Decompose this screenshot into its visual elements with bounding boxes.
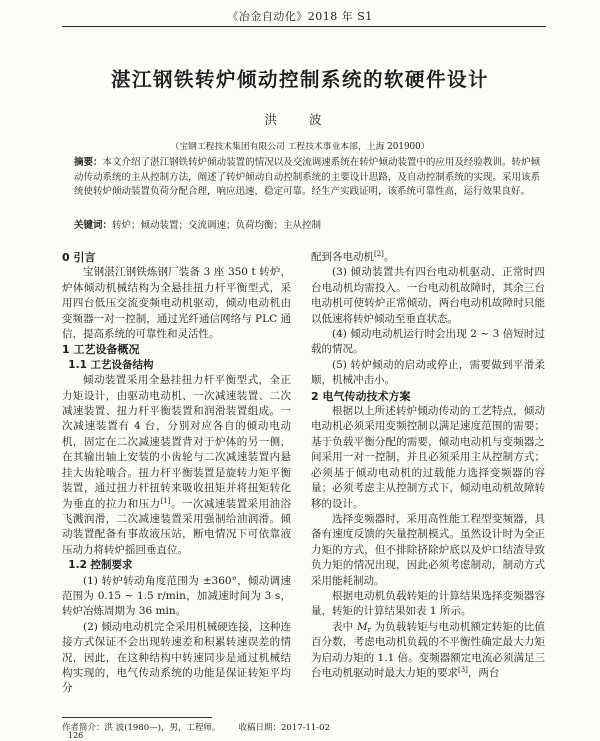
keywords [74,219,540,234]
citation-ref: [3] [458,665,468,674]
paragraph-text: 倾动装置采用全悬挂扭力杆平衡型式，全正力矩设计，由驱动电动机、一次减速装置、二次减速装置、扭力杆平衡装置和润滑装置组成。一次减速装置有 4 台，分别对应各自的倾动电动机，固定在二次减速装置背对于炉体的另一侧，在其输出轴上安装的小齿轮与二次减速装置内悬挂大齿轮啮合。扭力杆平衡装置是旋转力矩平衡装置，通过扭力杆扭转来吸收扭矩并将扭矩转化为垂直的拉力和压力 [62,374,291,510]
footnote-rule [62,717,212,718]
abstract-label: 摘要： [74,157,103,168]
citation-ref: [2] [374,250,384,258]
author-bio: 作者简介：洪 波(1980—)，男，工程师。 [62,723,221,733]
paragraph-text: 为负载转矩与电动机额定转矩的比值百分数，考虑电动机负载的不平衡性确定最大力矩为启动力矩的 1.1 倍。变频器额定电流必须满足三台电动机驱动时最大力矩的要求 [311,620,545,679]
journal-header: 《冶金自动化》2018 年 S1 [227,10,373,23]
section-heading-intro: 0 引言 [62,251,96,264]
section-heading-drive: 2 电气传动技术方案 [311,389,411,403]
paragraph-structure [62,373,291,558]
section-heading-process: 1 工艺设备概况 [62,343,140,357]
paragraph-continuation [311,250,545,265]
requirement-4: (4) 倾动电动机运行时会出现 2 ~ 3 倍短时过载的情况。 [311,328,545,356]
requirement-3: (3) 倾动装置共有四台电动机驱动，正常时四台电动机均需投入。一台电动机故障时，其余三台电动机可使转炉正常倾动，两台电动机故障时只能以低速将转炉倾动至垂直状态。 [311,266,545,325]
requirement-2: (2) 倾动电动机完全采用机械硬连接，这种连接方式保证不会出现转速差和积累转速误差的情况，因此，在这种结构中转速同步是通过机械结构实现的，电气传动系统的功能是保证转矩平均分 [62,620,291,695]
abstract-text: 本文介绍了湛江钢铁转炉倾动装置的情况以及交流调速系统在转炉倾动装置中的应用及经验教训。转炉倾动传动系统的主从控制方法，阐述了转炉倾动自动控制系统的主要设计思路，及自动控制系统的实现。采用该系统使转炉倾动装置负荷分配合理，响应迅速，稳定可靠。经生产实践证明，该系统可靠性高，运行效果良好。 [74,157,540,198]
subsection-heading-structure: 1.1 工艺设备结构 [68,358,154,371]
header-rule [62,26,546,27]
paper-title: 湛江钢铁转炉倾动控制系统的软硬件设计 [110,68,489,91]
page-number: 126 [68,731,84,740]
keywords-label: 关键词： [74,220,113,231]
paragraph-text: ，两台 [467,666,500,679]
paragraph-text: 。一次减速装置采用油浴飞溅润滑，二次减速装置采用强制给油润滑。倾动装置配备有事故液压站，断电情况下可依靠液压动力将转炉摇回垂直位。 [62,497,292,556]
right-column [311,250,545,681]
received-date: 收稿日期：2017-11-02 [238,723,330,733]
paragraph-text: 。 [383,251,395,263]
paragraph-drive-3: 根据电动机负载转矩的计算结果选择变频器容量，转矩的计算结果如表 1 所示。 [311,589,545,618]
paragraph-drive-2: 选择变频器时，采用高性能工程型变频器，具备有速度反馈的矢量控制模式。虽然设计时为全正力矩的方式，但不排除挤除炉底以及炉口结渣导致负力矩的情况出现，因此必须考虑制动，制动方式采用能耗制动。 [311,512,545,587]
paragraph-text: 配到各电动机 [311,251,374,263]
requirement-5: (5) 转炉倾动的启动或停止，需要做到平滑柔顺，机械冲击小。 [311,358,545,387]
footnote [62,721,542,733]
paragraph-text: 表中 [332,620,357,633]
paragraph-drive-4 [311,620,545,682]
keywords-text: 转炉；倾动装置；交流调速；负荷均衡；主从控制 [112,220,322,231]
citation-ref: [1] [160,496,171,505]
affiliation: （宝钢工程技术集团有限公司 工程技术事业本部，上海 201900） [170,142,430,152]
left-column [62,250,291,697]
requirement-1: (1) 转炉转动角度范围为 ±360°，倾动调速范围为 0.15 ~ 1.5 r/min，加减速时间为 3 s，转炉冶炼周期为 36 min。 [62,574,291,618]
torque-symbol: M [356,620,368,633]
abstract [74,156,540,200]
author-name: 洪 波 [264,112,336,127]
paragraph-drive-1: 根据以上所述转炉倾动传动的工艺特点，倾动电动机必须采用变频控制以满足速度范围的需要；基于负载平衡分配的需要，倾动电动机与变频器之间采用一对一控制，并且必须采用主从控制方式；必须基于倾动电动机的过载能力选择变频器的容量；必须考虑主从控制方式下，倾动电动机故障转移的设计。 [311,405,545,510]
torque-subscript: r [367,625,371,634]
paragraph-intro: 宝钢湛江钢铁炼钢厂装备 3 座 350 t 转炉，炉体倾动机械结构为全悬挂扭力杆平衡型式，采用四台低压交流变频电动机驱动，倾动电动机由变频器一对一控制，通过光纤通信网络与 PLC 通信，提高系统的可靠性和灵活性。 [62,266,291,341]
subsection-heading-control: 1.2 控制要求 [68,559,133,572]
